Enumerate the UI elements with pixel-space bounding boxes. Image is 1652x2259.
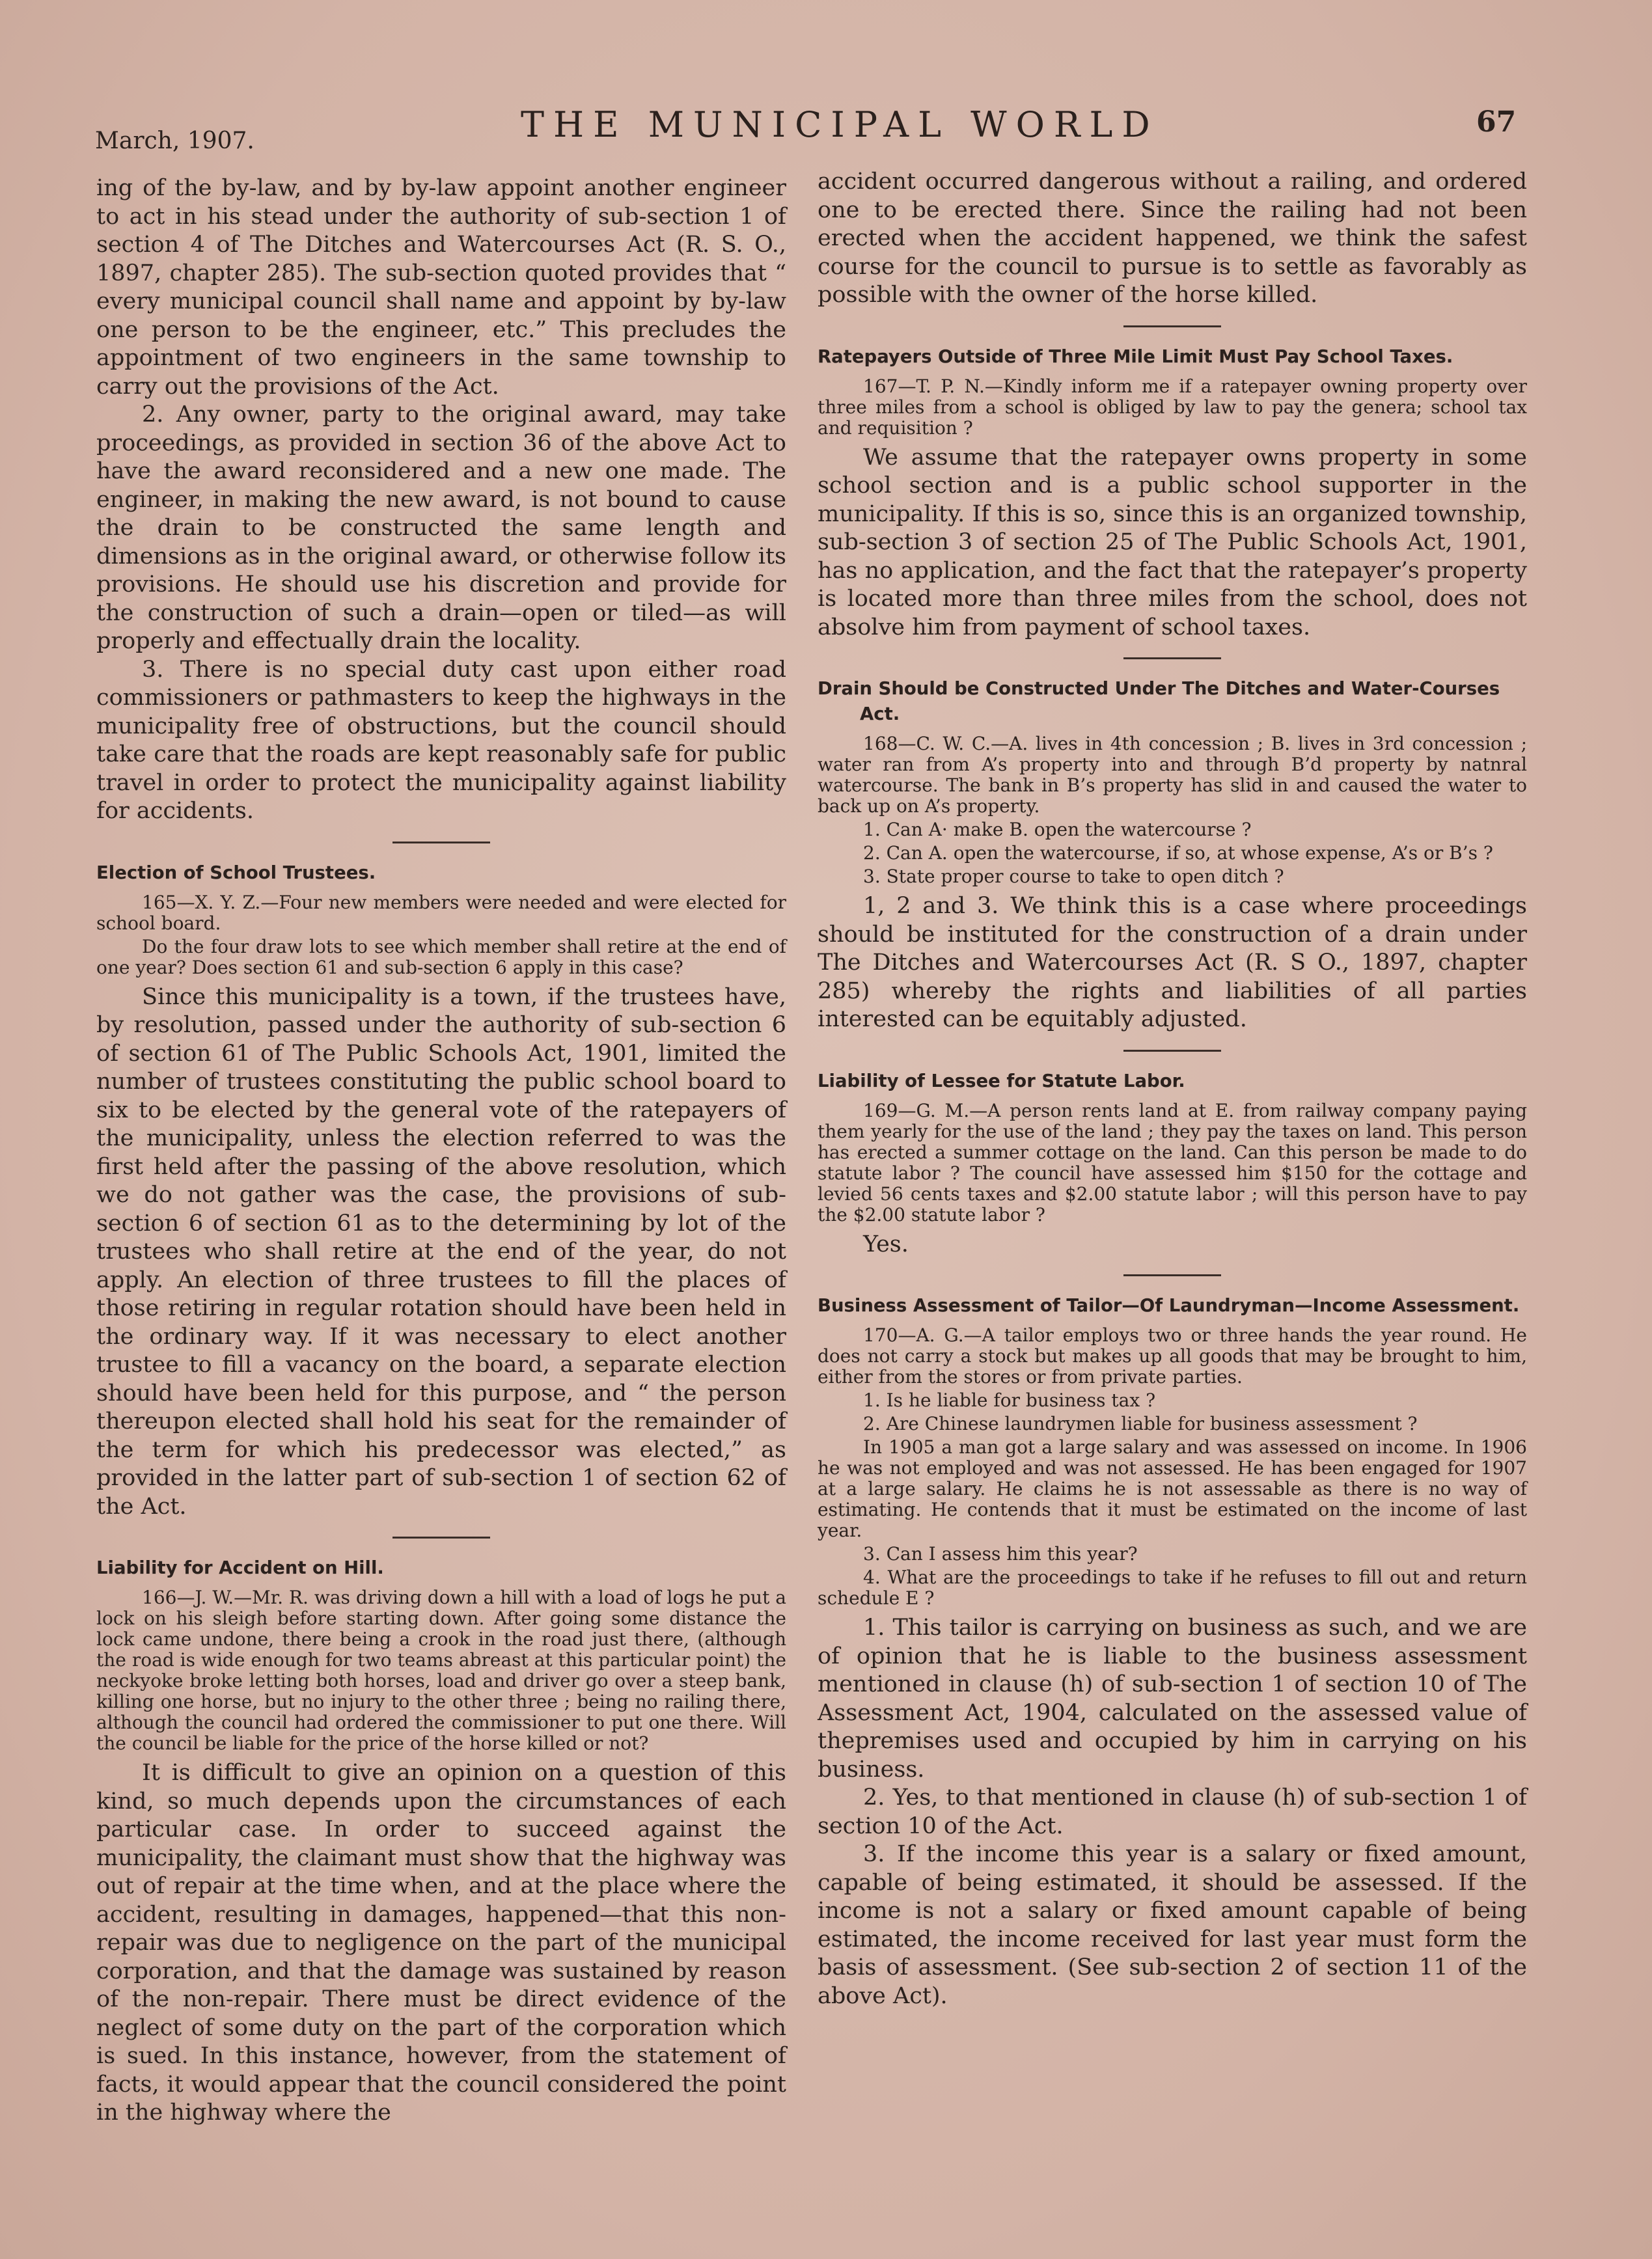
question-167: 167—T. P. N.—Kindly inform me if a ratepayer owning property over three miles from a school is obliged by law to pay the genera; school tax and requisition ? [818, 375, 1527, 439]
question-168-item-3: 3. State proper course to take to open ditch ? [863, 866, 1284, 887]
question-168-item-1: 1. Can A· make B. open the watercourse ? [863, 819, 1252, 840]
section-divider [1123, 657, 1221, 659]
section-heading-166: Liability for Accident on Hill. [96, 1557, 384, 1578]
section-divider [392, 1537, 490, 1539]
question-170-item-3: 3. Can I assess him this year? [863, 1543, 1138, 1565]
question-170-item-1: 1. Is he liable for business tax ? [863, 1390, 1156, 1411]
answer-paragraph-3: 3. There is no special duty cast upon either road commissioners or pathmasters to keep the highways in the municipality free of obstructions, but the council should take care that the roads are kept reasonably safe for public travel in order to protect the municipality against liability for accidents. [96, 656, 786, 824]
answer-paragraph-2: 2. Any owner, party to the original award, may take proceedings, as provided in section 36 of the above Act to have the award reconsidered and a new one made. The engineer, in making the new award, is not bound to cause the drain to be constructed the same length and dimensions as in the original award, or otherwise follow its provisions. He should use his discretion and provide for the construction of such a drain—open or tiled—as will properly and effectually drain the locality. [96, 402, 786, 654]
answer-165: Since this municipality is a town, if the trustees have, by resolution, passed under the authority of sub-section 6 of section 61 of The Public Schools Act, 1901, limited the number of trustees constituting the public school board to six to be elected by the general vote of the ratepayers of the municipality, unless the election referred to was the first held after the passing of the above resolution, which we do not gather was the case, the provisions of sub-section 6 of section 61 as to the determining by lot of the trustees who shall retire at the end of the year, do not apply. An election of three trustees to fill the places of those retiring in regular rotation should have been held in the ordinary way. If it was necessary to elect another trustee to fill a vacancy on the board, a separate election should have been held for this purpose, and “ the person thereupon elected shall hold his seat for the remainder of the term for which his predecessor was elected,” as provided in the latter part of sub-section 1 of section 62 of the Act. [96, 983, 786, 1520]
section-divider [1123, 325, 1221, 327]
answer-166: It is difficult to give an opinion on a question of this kind, so much depends upon the circumstances of each particular case. In order to succeed against the municipality, the claimant must show that the highway was out of repair at the time when, and at the place where the accident, resulting in damages, happened—that this non-repair was due to negligence on the part of the municipal corporation, and that the damage was sustained by reason of the non-repair. There must be direct evidence of the neglect of some duty on the part of the corporation which is sued. In this instance, however, from the statement of facts, it would appear that the council considered the point in the highway where the [96, 1760, 786, 2126]
section-divider [1123, 1050, 1221, 1052]
answer-168: 1, 2 and 3. We think this is a case where proceedings should be instituted for the construction of a drain under The Ditches and Watercourses Act (R. S O., 1897, chapter 285) whereby the rights and liabilities of all parties interested can be equitably adjusted. [818, 893, 1527, 1032]
question-169: 169—G. M.—A person rents land at E. from railway company paying them yearly for the use of the land ; they pay the taxes on land. This person has erected a summer cottage on the land. Can this person be made to do statute labor ? The council have assessed him $150 for the cottage and levied 56 cents taxes and $2.00 statute labor ; will this person have to pay the $2.00 statute labor ? [818, 1099, 1527, 1225]
question-168-item-2: 2. Can A. open the watercourse, if so, at whose expense, A’s or B’s ? [863, 842, 1493, 864]
page-number: 67 [1476, 105, 1517, 139]
answer-170-2: 2. Yes, to that mentioned in clause (h) of sub-section 1 of section 10 of the Act. [818, 1785, 1527, 1839]
answer-167: We assume that the ratepayer owns property in some school section and is a public school supporter in the municipality. If this is so, since this is an organized township, sub-section 3 of section 25 of The Public Schools Act, 1901, has no application, and the fact that the ratepayer’s property is located more than three miles from the school, does not absolve him from payment of school taxes. [818, 444, 1527, 640]
left-column [96, 174, 786, 2128]
section-heading-165: Election of School Trustees. [96, 862, 376, 883]
answer-169: Yes. [863, 1231, 909, 1257]
section-heading-168: Drain Should be Constructed Under The Ditches and Water-Courses Act. [818, 678, 1500, 724]
question-170: 170—A. G.—A tailor employs two or three hands the year round. He does not carry a stock but makes up all goods that may be brought to him, either from the stores or from private parties. [818, 1324, 1527, 1388]
question-168: 168—C. W. C.—A. lives in 4th concession ; B. lives in 3rd concession ; water ran from A’s property into and through B’d property by natnral watercourse. The bank in B’s property has slid in and caused the water to back up on A’s property. [818, 733, 1527, 817]
right-column [818, 168, 1527, 2010]
question-166: 166—J. W.—Mr. R. was driving down a hill with a load of logs he put a lock on his sleigh before starting down. After going some distance the lock came undone, there being a crook in the road just there, (although the road is wide enough for two teams abreast at this particular point) the neckyoke broke letting both horses, load and driver go over a steep bank, killing one horse, but no injury to the other three ; being no railing there, although the council had ordered the commissioner to put one there. Will the council be liable for the price of the horse killed or not? [96, 1587, 786, 1754]
question-170-income: In 1905 a man got a large salary and was assessed on income. In 1906 he was not employed and was not assessed. He has been engaged for 1907 at a large salary. He claims he is not assessable as there is no way of estimating. He contends that it must be estimated on the income of last year. [818, 1436, 1527, 1541]
page-header [0, 0, 1652, 169]
question-165: 165—X. Y. Z.—Four new members were needed and were elected for school board. [96, 891, 786, 934]
issue-date: March, 1907. [95, 128, 255, 154]
question-165-detail: Do the four draw lots to see which member shall retire at the end of one year? Does section 61 and sub-section 6 apply in this case? [96, 935, 786, 978]
section-heading-170: Business Assessment of Tailor—Of Laundryman—Income Assessment. [818, 1295, 1520, 1316]
question-170-item-4: 4. What are the proceedings to take if he refuses to fill out and return schedule E ? [818, 1567, 1527, 1609]
answer-170-1: 1. This tailor is carrying on business as such, and we are of opinion that he is liable to the business assessment mentioned in clause (h) of sub-section 1 of section 10 of The Assessment Act, 1904, calculated on the assessed value of thepremises used and occupied by him in carrying on his business. [818, 1615, 1527, 1783]
section-heading-169: Liability of Lessee for Statute Labor. [818, 1070, 1185, 1091]
answer-170-3: 3. If the income this year is a salary or fixed amount, capable of being estimated, it should be assessed. If the income is not a salary or fixed amount capable of being estimated, the income received for last year must form the basis of assessment. (See sub-section 2 of section 11 of the above Act). [818, 1841, 1527, 2009]
publication-title: THE MUNICIPAL WORLD [521, 104, 1159, 145]
question-170-item-2: 2. Are Chinese laundrymen liable for business assessment ? [863, 1413, 1418, 1434]
continued-paragraph: ing of the by-law, and by by-law appoint another engineer to act in his stead under the authority of sub-section 1 of section 4 of The Ditches and Watercourses Act (R. S. O., 1897, chapter 285). The sub-section quoted provides that “ every municipal council shall name and appoint by by-law one person to be the engineer, etc.” This precludes the appointment of two engineers in the same township to carry out the provisions of the Act. [96, 175, 786, 400]
section-heading-167: Ratepayers Outside of Three Mile Limit Must Pay School Taxes. [818, 346, 1453, 367]
section-divider [392, 842, 490, 843]
answer-166-continued: accident occurred dangerous without a railing, and ordered one to be erected there. Since the railing had not been erected when the accident happened, we think the safest course for the council to pursue is to settle as favorably as possible with the owner of the horse killed. [818, 169, 1527, 308]
section-divider [1123, 1274, 1221, 1276]
